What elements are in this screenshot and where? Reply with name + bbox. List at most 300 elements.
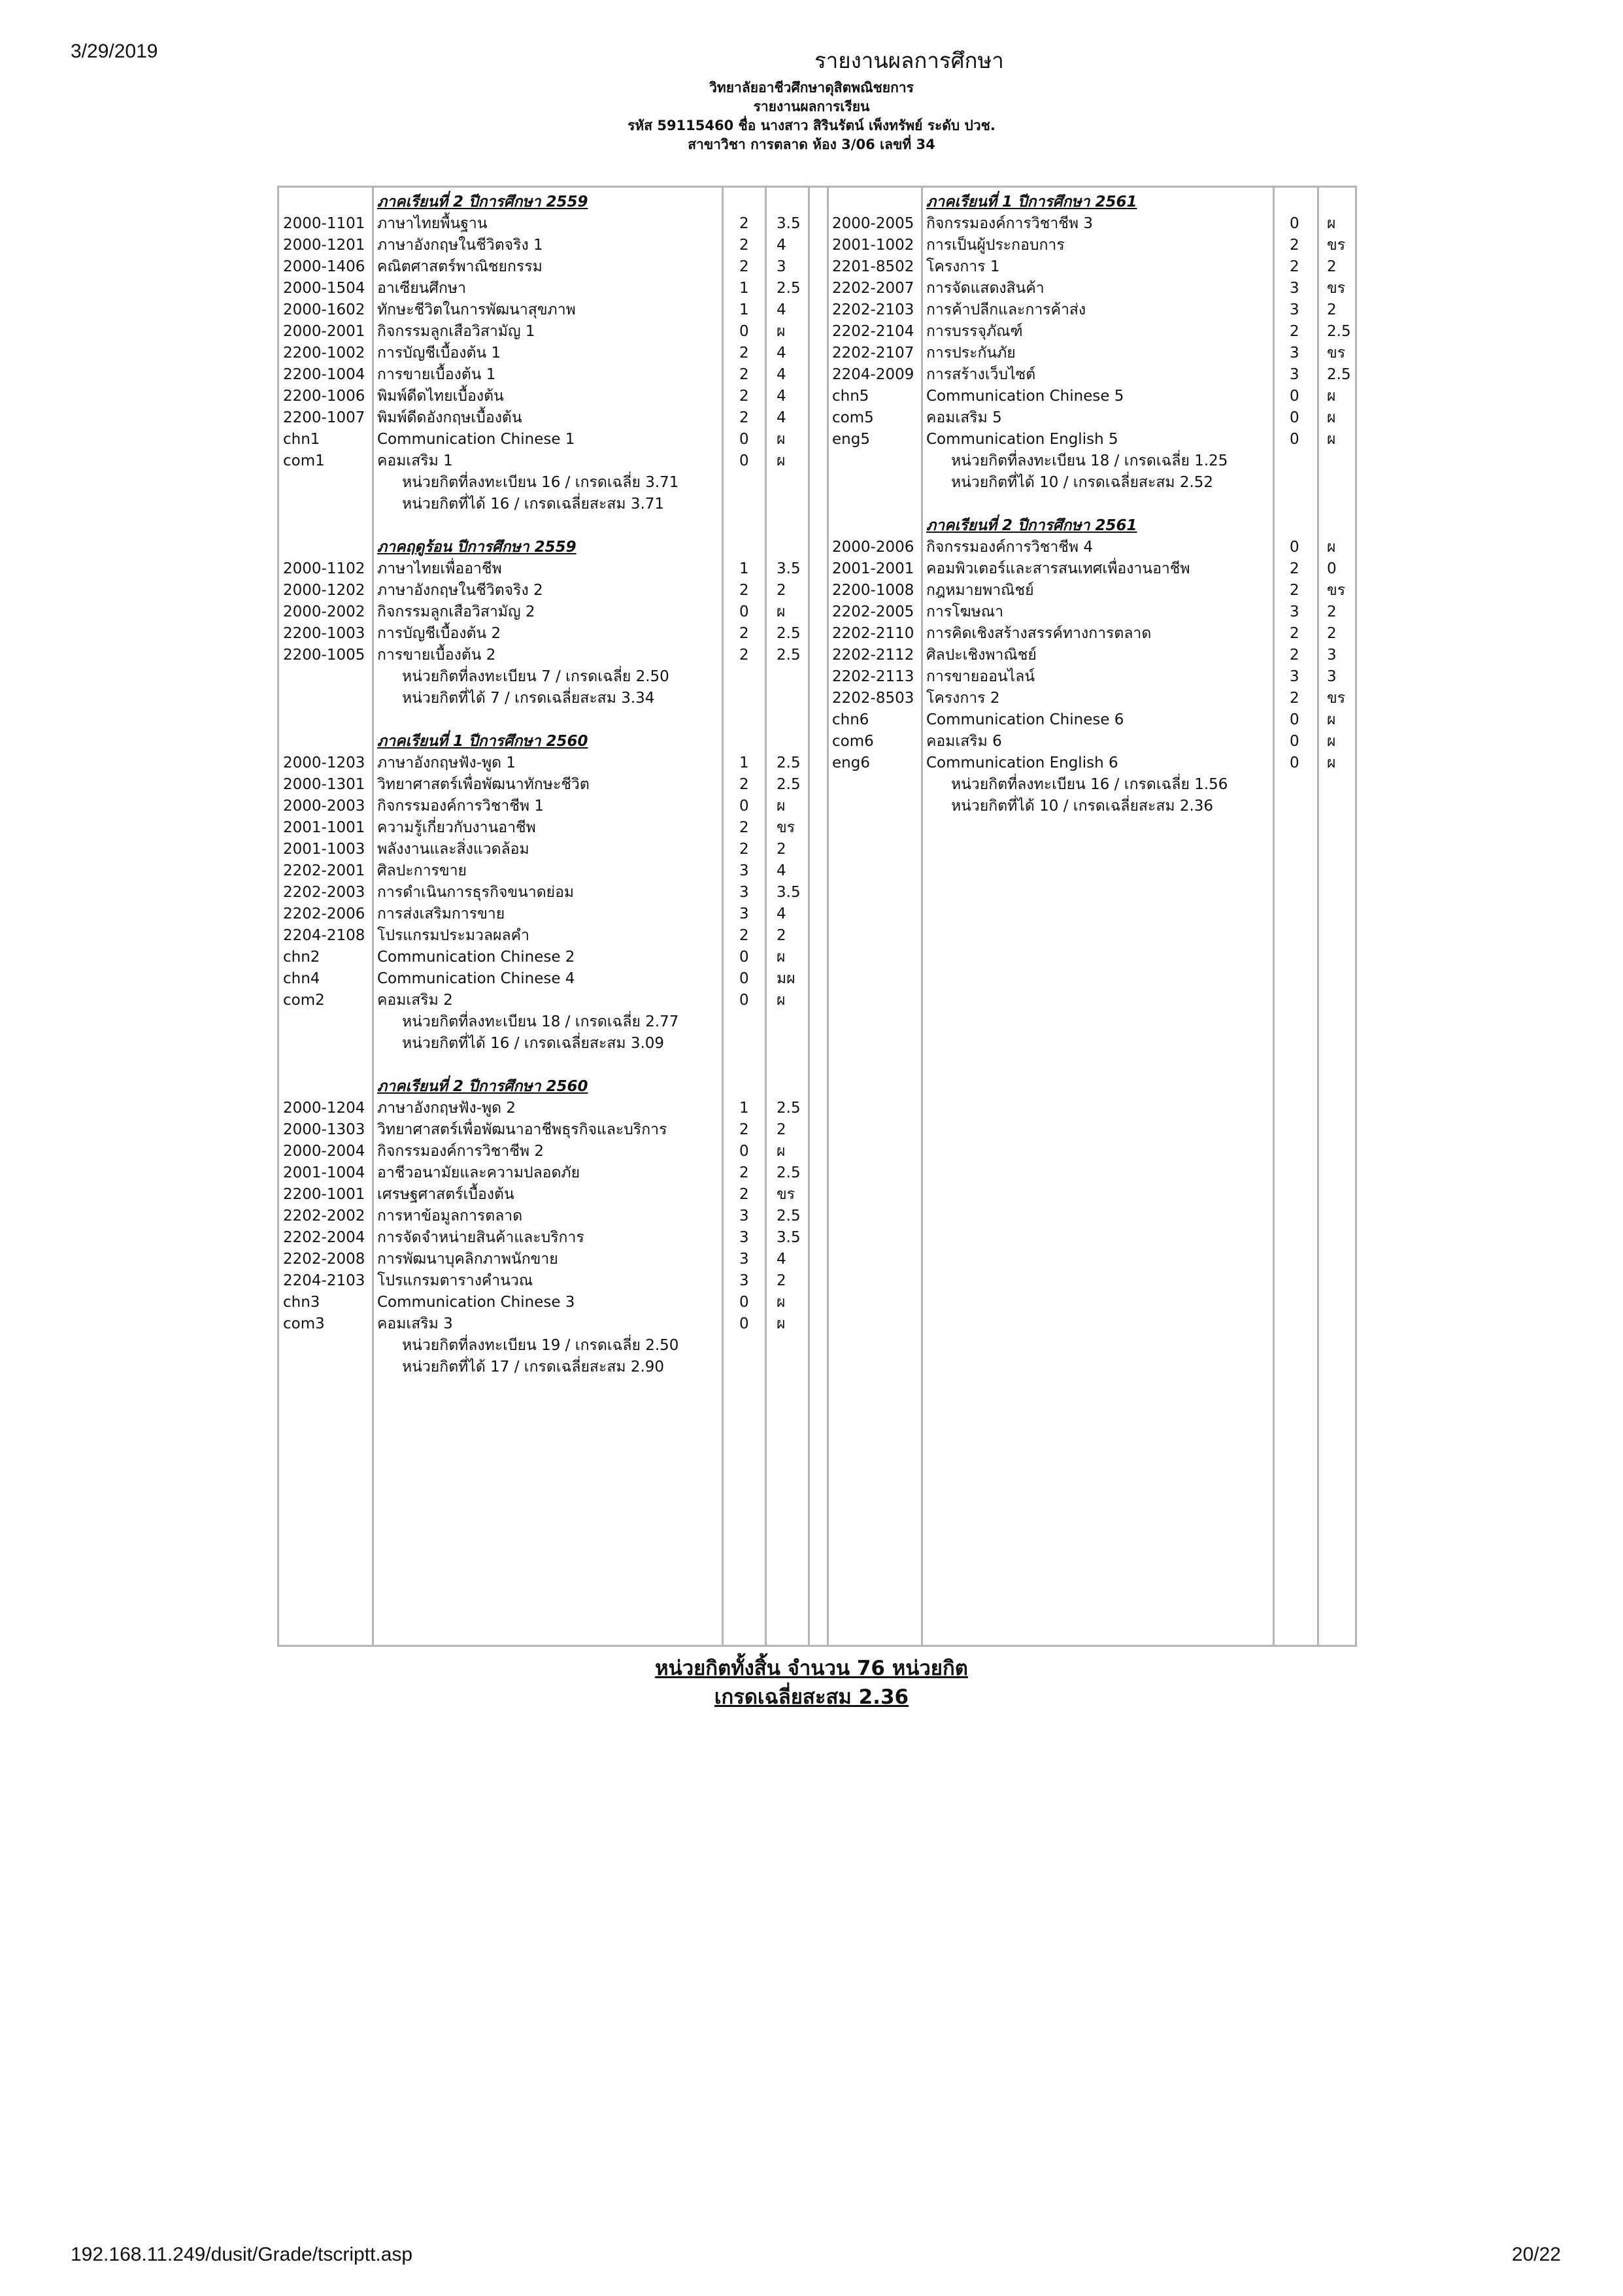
course-name: กิจกรรมองค์การวิชาชีพ 1 bbox=[377, 798, 544, 815]
grade-value: ผ bbox=[1327, 431, 1336, 448]
semester-summary: หน่วยกิตที่ได้ 16 / เกรดเฉลี่ยสะสม 3.09 bbox=[402, 1035, 665, 1052]
credit-value bbox=[1290, 796, 1299, 817]
grade-value: 2 bbox=[777, 927, 786, 944]
course-name: การพัฒนาบุคลิกภาพนักขาย bbox=[377, 1251, 558, 1268]
course-name: ศิลปะการขาย bbox=[377, 862, 467, 879]
course-code bbox=[283, 1076, 365, 1098]
grade-value bbox=[1327, 192, 1351, 213]
credit-value bbox=[739, 1335, 749, 1357]
course-code bbox=[283, 1011, 365, 1033]
course-code: 2200-1001 bbox=[283, 1186, 365, 1203]
course-code: 2202-2112 bbox=[832, 647, 914, 664]
course-code: 2001-1002 bbox=[832, 237, 914, 254]
grade-value: 3 bbox=[777, 258, 786, 275]
course-name: การขายเบื้องต้น 2 bbox=[377, 647, 496, 664]
course-name: กิจกรรมลูกเสือวิสามัญ 2 bbox=[377, 603, 535, 620]
grade-value: 2.5 bbox=[1327, 323, 1351, 340]
credit-value bbox=[739, 515, 749, 537]
grade-value bbox=[1327, 472, 1351, 494]
grade-value: ผ bbox=[777, 452, 786, 469]
semester-summary: หน่วยกิตที่ลงทะเบียน 7 / เกรดเฉลี่ย 2.50 bbox=[402, 668, 669, 685]
credit-value: 2 bbox=[739, 625, 749, 642]
credit-value: 2 bbox=[739, 582, 749, 599]
course-code: 2000-1301 bbox=[283, 776, 365, 793]
course-code: 2000-2001 bbox=[283, 323, 365, 340]
course-name: กิจกรรมองค์การวิชาชีพ 2 bbox=[377, 1143, 544, 1160]
semester-summary: หน่วยกิตที่ลงทะเบียน 16 / เกรดเฉลี่ย 1.56 bbox=[951, 776, 1228, 793]
grade-value: ผ bbox=[1327, 215, 1336, 232]
course-name: การขายออนไลน์ bbox=[926, 668, 1035, 685]
course-name: การส่งเสริมการขาย bbox=[377, 905, 505, 922]
course-code bbox=[283, 472, 365, 494]
credit-value: 2 bbox=[1290, 625, 1299, 642]
grade-value bbox=[777, 1055, 801, 1076]
course-code: 2200-1002 bbox=[283, 345, 365, 362]
grade-value: ผ bbox=[777, 1294, 786, 1311]
course-code: 2204-2009 bbox=[832, 366, 914, 383]
course-code: 2001-1004 bbox=[283, 1164, 365, 1181]
semester-heading: ภาคฤดูร้อน ปีการศึกษา 2559 bbox=[377, 539, 577, 556]
course-code: 2202-2006 bbox=[283, 905, 365, 922]
grade-value bbox=[1327, 796, 1351, 817]
credit-value: 3 bbox=[1290, 301, 1299, 318]
course-code: 2200-1005 bbox=[283, 647, 365, 664]
grade-value bbox=[777, 731, 801, 752]
course-code: eng6 bbox=[832, 754, 870, 771]
course-name: ภาษาอังกฤษในชีวิตจริง 1 bbox=[377, 237, 543, 254]
grade-value bbox=[777, 515, 801, 537]
course-code: 2000-2004 bbox=[283, 1143, 365, 1160]
course-code: eng5 bbox=[832, 431, 870, 448]
credit-value: 0 bbox=[739, 949, 749, 966]
course-name: โปรแกรมประมวลผลคำ bbox=[377, 927, 529, 944]
grade-value: 4 bbox=[777, 1251, 786, 1268]
credit-value: 2 bbox=[739, 841, 749, 858]
grade-value: ผ bbox=[1327, 539, 1336, 556]
program-info: สาขาวิชา การตลาด ห้อง 3/06 เลขที่ 34 bbox=[688, 137, 935, 152]
credit-value bbox=[1290, 774, 1299, 796]
grade-value bbox=[777, 192, 801, 213]
credit-value: 3 bbox=[739, 1251, 749, 1268]
grade-value: ขร bbox=[1327, 345, 1346, 362]
grade-value: 2 bbox=[777, 1272, 786, 1289]
course-code: 2001-1003 bbox=[283, 841, 365, 858]
report-name: รายงานผลการเรียน bbox=[753, 99, 870, 114]
grade-value bbox=[777, 537, 801, 558]
course-name: การบัญชีเบื้องต้น 1 bbox=[377, 345, 501, 362]
course-name: โปรแกรมตารางคำนวณ bbox=[377, 1272, 533, 1289]
credit-value: 1 bbox=[739, 280, 749, 297]
course-code bbox=[283, 1357, 365, 1378]
grade-value: 2.5 bbox=[777, 280, 801, 297]
left-course-column bbox=[377, 192, 678, 1378]
right-credit-column bbox=[1290, 192, 1299, 817]
page-number: 20/22 bbox=[1511, 2244, 1561, 2265]
credit-value: 0 bbox=[1290, 431, 1299, 448]
course-name: วิทยาศาสตร์เพื่อพัฒนาอาชีพธุรกิจและบริการ bbox=[377, 1121, 667, 1138]
course-code: 2202-2007 bbox=[832, 280, 914, 297]
grade-value: ผ bbox=[777, 323, 786, 340]
credit-value bbox=[1290, 472, 1299, 494]
course-name: คณิตศาสตร์พาณิชยกรรม bbox=[377, 258, 543, 275]
grade-value: 2 bbox=[777, 841, 786, 858]
cumulative-gpa: เกรดเฉลี่ยสะสม 2.36 bbox=[714, 1685, 909, 1709]
student-info: รหัส 59115460 ชื่อ นางสาว สิรินรัตน์ เพ็งทรัพย์ ระดับ ปวช. bbox=[627, 118, 996, 133]
credit-value: 2 bbox=[739, 388, 749, 405]
credit-value bbox=[739, 537, 749, 558]
course-code: 2202-2104 bbox=[832, 323, 914, 340]
credit-value: 0 bbox=[739, 431, 749, 448]
grade-value: 2.5 bbox=[777, 625, 801, 642]
grade-value: ผ bbox=[777, 798, 786, 815]
credit-value bbox=[739, 1055, 749, 1076]
print-date: 3/29/2019 bbox=[71, 41, 158, 62]
credit-value: 2 bbox=[1290, 258, 1299, 275]
credit-value bbox=[1290, 515, 1299, 537]
course-code: 2000-2006 bbox=[832, 539, 914, 556]
course-name: การจัดจำหน่ายสินค้าและบริการ bbox=[377, 1229, 584, 1246]
page-url: 192.168.11.249/dusit/Grade/tscriptt.asp bbox=[71, 2244, 413, 2265]
report-header bbox=[0, 78, 1623, 154]
course-code bbox=[283, 537, 365, 558]
course-code: 2202-8503 bbox=[832, 690, 914, 707]
course-code: 2200-1007 bbox=[283, 409, 365, 426]
course-code: 2000-2003 bbox=[283, 798, 365, 815]
course-code bbox=[283, 709, 365, 731]
credit-value: 3 bbox=[1290, 366, 1299, 383]
credit-value: 3 bbox=[739, 862, 749, 879]
course-code: chn3 bbox=[283, 1294, 320, 1311]
grade-value: 2 bbox=[1327, 301, 1337, 318]
credit-value: 0 bbox=[1290, 754, 1299, 771]
credit-value: 2 bbox=[739, 258, 749, 275]
grade-value: 2.5 bbox=[777, 1100, 801, 1117]
semester-heading: ภาคเรียนที่ 2 ปีการศึกษา 2561 bbox=[926, 517, 1137, 534]
course-name: การเป็นผู้ประกอบการ bbox=[926, 237, 1065, 254]
semester-summary: หน่วยกิตที่ลงทะเบียน 18 / เกรดเฉลี่ย 2.77 bbox=[402, 1013, 679, 1030]
course-code: com3 bbox=[283, 1315, 325, 1332]
course-name: อาเซียนศึกษา bbox=[377, 280, 467, 297]
column-divider bbox=[372, 186, 374, 1647]
credit-value: 2 bbox=[739, 1121, 749, 1138]
semester-summary: หน่วยกิตที่ลงทะเบียน 18 / เกรดเฉลี่ย 1.25 bbox=[951, 452, 1228, 469]
course-code bbox=[283, 1033, 365, 1055]
course-name: กิจกรรมองค์การวิชาชีพ 3 bbox=[926, 215, 1093, 232]
column-divider bbox=[1317, 186, 1319, 1647]
course-name: Communication Chinese 3 bbox=[377, 1294, 575, 1311]
course-code: 2000-1406 bbox=[283, 258, 365, 275]
course-name: Communication Chinese 4 bbox=[377, 970, 575, 987]
credit-value: 2 bbox=[1290, 560, 1299, 577]
course-name: ภาษาอังกฤษในชีวิตจริง 2 bbox=[377, 582, 543, 599]
course-name: กิจกรรมลูกเสือวิสามัญ 1 bbox=[377, 323, 535, 340]
grade-value: 3.5 bbox=[777, 884, 801, 901]
left-credit-column bbox=[739, 192, 749, 1378]
course-code bbox=[283, 666, 365, 688]
grade-value: 2.5 bbox=[777, 754, 801, 771]
transcript-footer bbox=[0, 1654, 1623, 1712]
grade-value: 2 bbox=[777, 1121, 786, 1138]
grade-value bbox=[1327, 450, 1351, 472]
course-name: ภาษาอังกฤษฟัง-พูด 2 bbox=[377, 1100, 516, 1117]
credit-value: 2 bbox=[1290, 582, 1299, 599]
course-code: 2202-2008 bbox=[283, 1251, 365, 1268]
course-code: 2202-2103 bbox=[832, 301, 914, 318]
college-name: วิทยาลัยอาชีวศึกษาดุสิตพณิชยการ bbox=[709, 80, 914, 95]
course-name: กิจกรรมองค์การวิชาชีพ 4 bbox=[926, 539, 1093, 556]
grade-value bbox=[777, 666, 801, 688]
grade-value: ขร bbox=[777, 1186, 795, 1203]
credit-value bbox=[739, 731, 749, 752]
course-code bbox=[832, 192, 914, 213]
course-name: วิทยาศาสตร์เพื่อพัฒนาทักษะชีวิต bbox=[377, 776, 590, 793]
grade-value bbox=[777, 472, 801, 494]
course-name: การคิดเชิงสร้างสรรค์ทางการตลาด bbox=[926, 625, 1152, 642]
credit-value: 0 bbox=[1290, 733, 1299, 750]
grade-value: 4 bbox=[777, 388, 786, 405]
grade-value: 0 bbox=[1327, 560, 1337, 577]
credit-value bbox=[739, 688, 749, 709]
grade-value: 4 bbox=[777, 345, 786, 362]
course-code bbox=[283, 731, 365, 752]
credit-value: 0 bbox=[1290, 215, 1299, 232]
course-name: การบรรจุภัณฑ์ bbox=[926, 323, 1023, 340]
course-code: com5 bbox=[832, 409, 874, 426]
semester-summary: หน่วยกิตที่ได้ 17 / เกรดเฉลี่ยสะสม 2.90 bbox=[402, 1359, 665, 1376]
grade-value: ผ bbox=[777, 1315, 786, 1332]
course-name bbox=[377, 515, 678, 537]
course-code: 2000-1204 bbox=[283, 1100, 365, 1117]
course-name: การประกันภัย bbox=[926, 345, 1016, 362]
grade-value bbox=[1327, 515, 1351, 537]
course-code: chn1 bbox=[283, 431, 320, 448]
credit-value: 3 bbox=[1290, 668, 1299, 685]
grade-value: ผ bbox=[777, 949, 786, 966]
credit-value bbox=[739, 666, 749, 688]
course-code: com2 bbox=[283, 992, 325, 1009]
course-name: ภาษาไทยพื้นฐาน bbox=[377, 215, 488, 232]
grade-value bbox=[777, 709, 801, 731]
course-name: โครงการ 2 bbox=[926, 690, 1000, 707]
column-divider bbox=[1273, 186, 1275, 1647]
credit-value: 0 bbox=[739, 970, 749, 987]
course-name: ภาษาไทยเพื่ออาชีพ bbox=[377, 560, 502, 577]
credit-value: 0 bbox=[739, 603, 749, 620]
credit-value: 2 bbox=[739, 927, 749, 944]
course-code: 2200-1003 bbox=[283, 625, 365, 642]
credit-value: 0 bbox=[739, 1294, 749, 1311]
grade-value: 3.5 bbox=[777, 560, 801, 577]
semester-summary: หน่วยกิตที่ลงทะเบียน 16 / เกรดเฉลี่ย 3.71 bbox=[402, 474, 679, 491]
course-code: 2200-1004 bbox=[283, 366, 365, 383]
course-code: 2202-2001 bbox=[283, 862, 365, 879]
credit-value: 2 bbox=[739, 366, 749, 383]
credit-value: 1 bbox=[739, 754, 749, 771]
grade-value: 2 bbox=[1327, 258, 1337, 275]
credit-value bbox=[739, 1357, 749, 1378]
credit-value bbox=[739, 1076, 749, 1098]
course-name: การขายเบื้องต้น 1 bbox=[377, 366, 496, 383]
credit-value: 3 bbox=[739, 1272, 749, 1289]
course-code: 2000-1602 bbox=[283, 301, 365, 318]
course-code: 2202-2110 bbox=[832, 625, 914, 642]
credit-value: 2 bbox=[739, 409, 749, 426]
grade-value: ผ bbox=[777, 431, 786, 448]
course-name: คอมเสริม 5 bbox=[926, 409, 1002, 426]
left-code-column bbox=[283, 192, 365, 1378]
grade-value: 4 bbox=[777, 862, 786, 879]
credit-value: 2 bbox=[1290, 647, 1299, 664]
semester-heading: ภาคเรียนที่ 1 ปีการศึกษา 2560 bbox=[377, 733, 588, 750]
grade-value: ขร bbox=[777, 819, 795, 836]
column-divider bbox=[722, 186, 724, 1647]
course-code: com1 bbox=[283, 452, 325, 469]
course-name bbox=[377, 709, 678, 731]
course-code bbox=[832, 472, 914, 494]
grade-value: 2.5 bbox=[777, 1207, 801, 1224]
course-code: 2202-2004 bbox=[283, 1229, 365, 1246]
course-name: คอมพิวเตอร์และสารสนเทศเพื่องานอาชีพ bbox=[926, 560, 1190, 577]
course-name: การจัดแสดงสินค้า bbox=[926, 280, 1045, 297]
credit-value: 3 bbox=[1290, 603, 1299, 620]
course-name: การดำเนินการธุรกิจขนาดย่อม bbox=[377, 884, 575, 901]
course-code: 2202-2002 bbox=[283, 1207, 365, 1224]
credit-value: 3 bbox=[739, 1207, 749, 1224]
column-divider bbox=[765, 186, 767, 1647]
grade-value: 4 bbox=[777, 301, 786, 318]
course-name: Communication Chinese 6 bbox=[926, 711, 1124, 728]
credit-value: 0 bbox=[739, 323, 749, 340]
print-page-title: รายงานผลการศึกษา bbox=[814, 48, 1004, 73]
course-name: การโฆษณา bbox=[926, 603, 1004, 620]
course-name: ภาษาอังกฤษฟัง-พูด 1 bbox=[377, 754, 516, 771]
course-code bbox=[283, 688, 365, 709]
credit-value: 2 bbox=[739, 819, 749, 836]
course-code bbox=[832, 796, 914, 817]
course-name: คอมเสริม 1 bbox=[377, 452, 453, 469]
course-code: chn6 bbox=[832, 711, 869, 728]
grade-value: ผ bbox=[1327, 388, 1336, 405]
credit-value bbox=[739, 472, 749, 494]
grade-value: มผ bbox=[777, 970, 795, 987]
grade-value bbox=[777, 1033, 801, 1055]
grade-value: 3 bbox=[1327, 647, 1337, 664]
course-name: Communication English 5 bbox=[926, 431, 1118, 448]
course-name: ความรู้เกี่ยวกับงานอาชีพ bbox=[377, 819, 536, 836]
grade-value: 3 bbox=[1327, 668, 1337, 685]
credit-value bbox=[739, 1011, 749, 1033]
course-code: chn5 bbox=[832, 388, 869, 405]
grade-value: ผ bbox=[1327, 754, 1336, 771]
grade-value: 4 bbox=[777, 409, 786, 426]
grade-value: ขร bbox=[1327, 280, 1346, 297]
course-code bbox=[283, 1055, 365, 1076]
course-name: การสร้างเว็บไซต์ bbox=[926, 366, 1036, 383]
course-code bbox=[832, 515, 914, 537]
semester-summary: หน่วยกิตที่ได้ 7 / เกรดเฉลี่ยสะสม 3.34 bbox=[402, 690, 655, 707]
credit-value: 0 bbox=[1290, 388, 1299, 405]
grade-value: ขร bbox=[1327, 582, 1346, 599]
grade-value bbox=[777, 688, 801, 709]
grade-value: 2.5 bbox=[777, 1164, 801, 1181]
credit-value: 2 bbox=[1290, 237, 1299, 254]
course-code: 2000-2002 bbox=[283, 603, 365, 620]
grade-value: ผ bbox=[777, 603, 786, 620]
course-code bbox=[832, 494, 914, 515]
grade-value: 2.5 bbox=[1327, 366, 1351, 383]
credit-value bbox=[1290, 494, 1299, 515]
grade-value: 2 bbox=[1327, 603, 1337, 620]
semester-heading: ภาคเรียนที่ 2 ปีการศึกษา 2559 bbox=[377, 194, 588, 211]
credit-value bbox=[739, 494, 749, 515]
course-name: การค้าปลีกและการค้าส่ง bbox=[926, 301, 1086, 318]
credit-value: 1 bbox=[739, 301, 749, 318]
course-code: 2202-2113 bbox=[832, 668, 914, 685]
course-name: คอมเสริม 2 bbox=[377, 992, 453, 1009]
semester-summary: หน่วยกิตที่ได้ 10 / เกรดเฉลี่ยสะสม 2.36 bbox=[951, 798, 1214, 815]
grade-value: 4 bbox=[777, 237, 786, 254]
course-name: Communication Chinese 2 bbox=[377, 949, 575, 966]
course-name: ศิลปะเชิงพาณิชย์ bbox=[926, 647, 1037, 664]
course-name: พิมพ์ดีดอังกฤษเบื้องต้น bbox=[377, 409, 522, 426]
grade-value: 3.5 bbox=[777, 1229, 801, 1246]
total-credits: หน่วยกิตทั้งสิ้น จำนวน 76 หน่วยกิต bbox=[655, 1657, 968, 1680]
credit-value: 1 bbox=[739, 560, 749, 577]
grade-value: ผ bbox=[1327, 409, 1336, 426]
course-code: 2000-2005 bbox=[832, 215, 914, 232]
course-code: 2202-2003 bbox=[283, 884, 365, 901]
credit-value: 0 bbox=[1290, 539, 1299, 556]
course-name: พลังงานและสิ่งแวดล้อม bbox=[377, 841, 529, 858]
course-code: 2201-8502 bbox=[832, 258, 914, 275]
credit-value: 3 bbox=[1290, 280, 1299, 297]
credit-value: 2 bbox=[1290, 323, 1299, 340]
course-code: 2001-1001 bbox=[283, 819, 365, 836]
course-code: 2202-2005 bbox=[832, 603, 914, 620]
course-code: 2000-1203 bbox=[283, 754, 365, 771]
course-code bbox=[283, 494, 365, 515]
course-code: com6 bbox=[832, 733, 874, 750]
column-divider bbox=[921, 186, 923, 1647]
course-name: คอมเสริม 3 bbox=[377, 1315, 453, 1332]
credit-value: 2 bbox=[739, 1186, 749, 1203]
credit-value: 0 bbox=[1290, 409, 1299, 426]
grade-value: 2.5 bbox=[777, 776, 801, 793]
course-code: 2204-2108 bbox=[283, 927, 365, 944]
grade-value bbox=[777, 1011, 801, 1033]
credit-value: 1 bbox=[739, 1100, 749, 1117]
credit-value: 3 bbox=[739, 905, 749, 922]
course-code: chn2 bbox=[283, 949, 320, 966]
credit-value: 2 bbox=[739, 776, 749, 793]
credit-value bbox=[1290, 192, 1299, 213]
credit-value: 3 bbox=[1290, 345, 1299, 362]
right-grade-column bbox=[1327, 192, 1351, 817]
grade-value: ผ bbox=[777, 1143, 786, 1160]
course-name: Communication English 6 bbox=[926, 754, 1118, 771]
semester-heading: ภาคเรียนที่ 2 ปีการศึกษา 2560 bbox=[377, 1078, 588, 1095]
course-name: ทักษะชีวิตในการพัฒนาสุขภาพ bbox=[377, 301, 576, 318]
grade-value: 4 bbox=[777, 905, 786, 922]
right-course-column bbox=[926, 192, 1228, 817]
course-name bbox=[926, 494, 1228, 515]
credit-value: 2 bbox=[739, 1164, 749, 1181]
grade-value: 3.5 bbox=[777, 215, 801, 232]
course-code: 2000-1303 bbox=[283, 1121, 365, 1138]
credit-value: 0 bbox=[739, 452, 749, 469]
course-code: 2001-2001 bbox=[832, 560, 914, 577]
grade-value: ผ bbox=[777, 992, 786, 1009]
